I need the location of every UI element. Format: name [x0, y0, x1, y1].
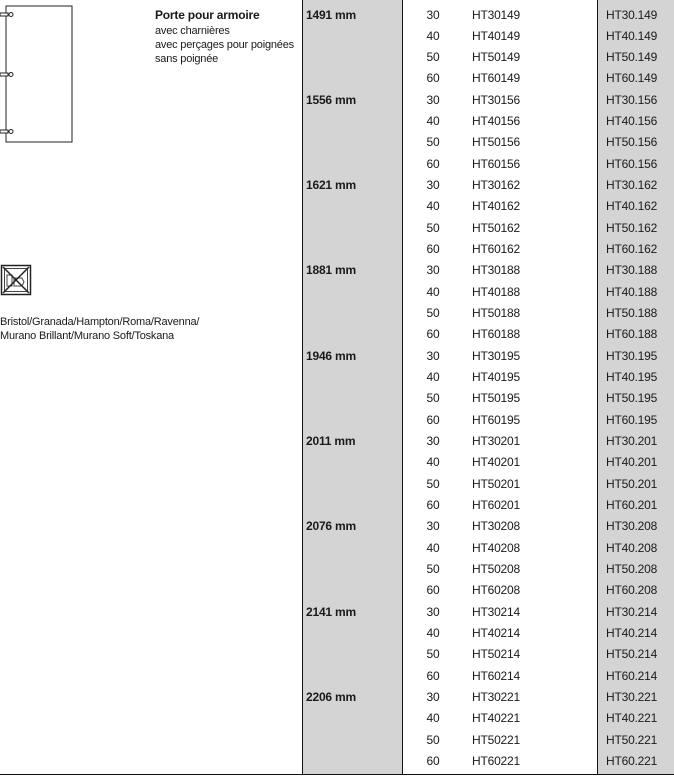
reference-code-cell: HT60.214 — [606, 669, 658, 683]
height-label: 2206 mm — [306, 690, 356, 704]
width-cell: 60 — [426, 327, 440, 341]
height-label: 1881 mm — [306, 263, 356, 277]
article-code-cell: HT60162 — [472, 242, 520, 256]
reference-code-cell: HT40.208 — [606, 541, 658, 555]
article-code-cell: HT60221 — [472, 754, 520, 768]
column-divider — [597, 0, 598, 774]
article-code-cell: HT60188 — [472, 327, 520, 341]
width-cell: 60 — [426, 157, 440, 171]
width-cell: 30 — [426, 690, 440, 704]
reference-code-cell: HT30.195 — [606, 349, 658, 363]
bottom-rule — [0, 774, 674, 775]
compatible-models: Murano Brillant/Murano Soft/Toskana — [0, 330, 174, 342]
width-cell: 60 — [426, 71, 440, 85]
width-cell: 40 — [426, 29, 440, 43]
width-cell: 30 — [426, 178, 440, 192]
width-cell: 40 — [426, 626, 440, 640]
article-code-cell: HT60214 — [472, 669, 520, 683]
article-code-cell: HT40162 — [472, 199, 520, 213]
reference-code-cell: HT50.195 — [606, 391, 658, 405]
reference-code-cell: HT40.156 — [606, 114, 658, 128]
reference-code-cell: HT30.214 — [606, 605, 658, 619]
article-code-cell: HT50195 — [472, 391, 520, 405]
article-code-cell: HT50214 — [472, 647, 520, 661]
article-code-cell: HT30188 — [472, 263, 520, 277]
width-cell: 60 — [426, 413, 440, 427]
product-title: Porte pour armoire — [155, 8, 260, 22]
reference-code-cell: HT40.162 — [606, 199, 658, 213]
width-cell: 60 — [426, 754, 440, 768]
article-code-cell: HT30156 — [472, 93, 520, 107]
compatible-models: Bristol/Granada/Hampton/Roma/Ravenna/ — [0, 316, 200, 328]
reference-code-cell: HT50.162 — [606, 221, 658, 235]
width-cell: 40 — [426, 370, 440, 384]
reference-code-cell: HT40.188 — [606, 285, 658, 299]
width-cell: 50 — [426, 647, 440, 661]
height-label: 2011 mm — [306, 434, 356, 448]
reference-code-cell: HT60.195 — [606, 413, 658, 427]
height-column-background — [302, 0, 402, 774]
width-cell: 50 — [426, 477, 440, 491]
height-label: 1621 mm — [306, 178, 356, 192]
width-cell: 50 — [426, 135, 440, 149]
article-code-cell: HT40188 — [472, 285, 520, 299]
reference-code-cell: HT30.188 — [606, 263, 658, 277]
width-cell: 40 — [426, 114, 440, 128]
height-label: 1946 mm — [306, 349, 356, 363]
article-code-cell: HT40149 — [472, 29, 520, 43]
width-cell: 30 — [426, 263, 440, 277]
product-feature: avec charnières — [155, 25, 230, 37]
width-cell: 50 — [426, 391, 440, 405]
reference-code-cell: HT60.208 — [606, 583, 658, 597]
article-code-cell: HT30221 — [472, 690, 520, 704]
article-code-cell: HT50149 — [472, 50, 520, 64]
reference-code-cell: HT60.188 — [606, 327, 658, 341]
product-feature: avec perçages pour poignées — [155, 39, 294, 51]
reference-code-cell: HT50.214 — [606, 647, 658, 661]
article-code-cell: HT50156 — [472, 135, 520, 149]
width-cell: 50 — [426, 50, 440, 64]
article-code-cell: HT60149 — [472, 71, 520, 85]
width-cell: 60 — [426, 583, 440, 597]
width-cell: 40 — [426, 285, 440, 299]
product-feature: sans poignée — [155, 53, 219, 65]
door-hinges-icon — [0, 4, 76, 146]
article-code-cell: HT40214 — [472, 626, 520, 640]
height-label: 2076 mm — [306, 519, 356, 533]
width-cell: 40 — [426, 541, 440, 555]
article-code-cell: HT60201 — [472, 498, 520, 512]
reference-code-cell: HT60.162 — [606, 242, 658, 256]
reference-code-cell: HT50.221 — [606, 733, 658, 747]
article-code-cell: HT30208 — [472, 519, 520, 533]
reference-code-cell: HT30.149 — [606, 8, 658, 22]
width-cell: 30 — [426, 349, 440, 363]
reference-code-cell: HT50.156 — [606, 135, 658, 149]
reference-code-cell: HT30.201 — [606, 434, 658, 448]
no-mirror-icon — [0, 264, 32, 296]
article-code-cell: HT60156 — [472, 157, 520, 171]
height-label: 2141 mm — [306, 605, 356, 619]
width-cell: 50 — [426, 306, 440, 320]
width-cell: 50 — [426, 221, 440, 235]
article-code-cell: HT30149 — [472, 8, 520, 22]
reference-code-cell: HT50.208 — [606, 562, 658, 576]
width-cell: 60 — [426, 498, 440, 512]
reference-code-cell: HT60.221 — [606, 754, 658, 768]
column-divider — [402, 0, 403, 774]
article-code-cell: HT40195 — [472, 370, 520, 384]
width-cell: 60 — [426, 669, 440, 683]
reference-code-cell: HT40.214 — [606, 626, 658, 640]
reference-code-cell: HT60.201 — [606, 498, 658, 512]
reference-code-cell: HT60.149 — [606, 71, 658, 85]
article-code-cell: HT50208 — [472, 562, 520, 576]
reference-code-cell: HT40.149 — [606, 29, 658, 43]
reference-code-cell: HT50.201 — [606, 477, 658, 491]
article-code-cell: HT40201 — [472, 455, 520, 469]
width-cell: 40 — [426, 455, 440, 469]
reference-code-cell: HT60.156 — [606, 157, 658, 171]
width-cell: 50 — [426, 562, 440, 576]
article-code-cell: HT50188 — [472, 306, 520, 320]
article-code-cell: HT50201 — [472, 477, 520, 491]
column-divider — [302, 0, 303, 774]
reference-code-cell: HT30.221 — [606, 690, 658, 704]
width-cell: 30 — [426, 93, 440, 107]
width-cell: 40 — [426, 199, 440, 213]
article-code-cell: HT40208 — [472, 541, 520, 555]
article-code-cell: HT40221 — [472, 711, 520, 725]
width-cell: 30 — [426, 434, 440, 448]
width-cell: 60 — [426, 242, 440, 256]
height-label: 1556 mm — [306, 93, 356, 107]
article-code-cell: HT30214 — [472, 605, 520, 619]
height-label: 1491 mm — [306, 8, 356, 22]
article-code-cell: HT40156 — [472, 114, 520, 128]
article-code-cell: HT30162 — [472, 178, 520, 192]
article-code-cell: HT50162 — [472, 221, 520, 235]
reference-code-cell: HT50.188 — [606, 306, 658, 320]
article-code-cell: HT30195 — [472, 349, 520, 363]
reference-code-cell: HT30.162 — [606, 178, 658, 192]
width-cell: 30 — [426, 8, 440, 22]
reference-code-cell: HT40.221 — [606, 711, 658, 725]
width-cell: 50 — [426, 733, 440, 747]
article-code-cell: HT60195 — [472, 413, 520, 427]
article-code-cell: HT50221 — [472, 733, 520, 747]
width-cell: 30 — [426, 605, 440, 619]
reference-code-cell: HT50.149 — [606, 50, 658, 64]
reference-code-cell: HT40.195 — [606, 370, 658, 384]
reference-code-cell: HT40.201 — [606, 455, 658, 469]
article-code-cell: HT60208 — [472, 583, 520, 597]
reference-code-cell: HT30.156 — [606, 93, 658, 107]
width-cell: 40 — [426, 711, 440, 725]
reference-code-cell: HT30.208 — [606, 519, 658, 533]
article-code-cell: HT30201 — [472, 434, 520, 448]
width-cell: 30 — [426, 519, 440, 533]
